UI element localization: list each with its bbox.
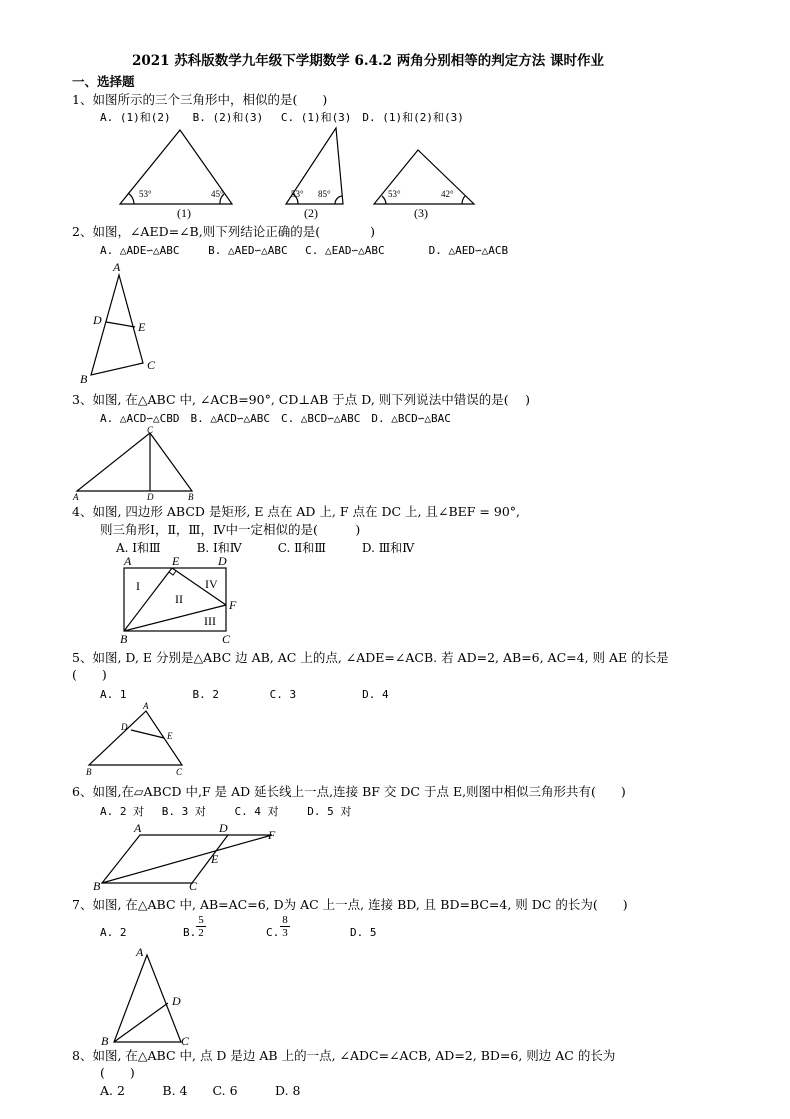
q3-label-c: C: [147, 425, 154, 435]
q6-label-c: C: [189, 879, 198, 893]
question-5-text-line2: ( ): [72, 667, 107, 682]
q6-label-f: F: [268, 828, 276, 842]
question-7-text: 7、如图, 在△ABC 中, AB=AC=6, D为 AC 上一点, 连接 BD, 且 BD=BC=4, 则 DC 的长为( ): [72, 897, 628, 912]
question-1-options: A. (1)和(2) B. (2)和(3) C. (1)和(3) D. (1)和(2)和(3): [100, 111, 464, 124]
q7-label-a: A: [136, 945, 144, 959]
q3-label-b: B: [188, 492, 194, 502]
q6-parallelogram: [102, 835, 228, 883]
q4-label-e: E: [172, 554, 180, 568]
q1-fig3-angle-left: 53°: [388, 189, 401, 199]
q4-label-f: F: [229, 598, 237, 612]
q7-label-d: D: [172, 994, 181, 1008]
q1-fig1-angle-left: 53°: [139, 189, 152, 199]
question-8-text-line2: ( ): [100, 1065, 135, 1080]
q6-label-b: B: [93, 879, 101, 893]
q7-triangle: [114, 955, 181, 1042]
q3-label-d: D: [147, 492, 154, 502]
q7-fraction-c-denominator: 3: [282, 927, 288, 939]
q4-label-b: B: [120, 632, 128, 646]
question-2-text: 2、如图，∠AED=∠B,则下列结论正确的是( ): [72, 224, 375, 239]
q1-fig2-angle-left: 53°: [291, 189, 304, 199]
question-6-options: A. 2 对 B. 3 对 C. 4 对 D. 5 对: [100, 805, 352, 818]
q1-fig3-angle-right: 42°: [441, 189, 454, 199]
q4-region-4: IV: [205, 577, 218, 591]
q6-label-d: D: [219, 821, 228, 835]
q7-label-c: C: [181, 1034, 190, 1048]
q7-fraction-c-numerator: 8: [280, 914, 290, 927]
question-7-option-a: A. 2: [100, 926, 127, 939]
q2-label-c: C: [147, 358, 156, 372]
q4-label-c: C: [222, 632, 231, 646]
q2-label-b: B: [80, 372, 88, 386]
q5-label-a: A: [143, 701, 149, 711]
q7-label-b: B: [101, 1034, 109, 1048]
q1-fig1-angle-right: 45°: [211, 189, 224, 199]
q4-region-1: I: [136, 579, 140, 593]
question-5-text-line1: 5、如图, D, E 分别是△ABC 边 AB, AC 上的点, ∠ADE=∠ACB. 若 AD=2, AB=6, AC=4, 则 AE 的长是: [72, 650, 669, 665]
question-2-options: A. △ADE∽△ABC B. △AED∽△ABC C. △EAD∽△ABC D. △AED∽△ACB: [100, 244, 509, 257]
question-7-option-d: D. 5: [350, 926, 377, 939]
question-7-option-b: B.: [183, 926, 197, 939]
q1-fig1-caption: (1): [177, 206, 191, 220]
q7-fraction-b-numerator: 5: [196, 914, 206, 927]
q3-triangle: [77, 433, 192, 491]
page-title: 2021 苏科版数学九年级下学期数学 6.4.2 两角分别相等的判定方法 课时作业: [132, 53, 604, 69]
q2-label-d: D: [93, 313, 102, 327]
question-4-text-line2: 则三角形Ⅰ，Ⅱ，Ⅲ，Ⅳ中一定相似的是( ): [100, 522, 361, 537]
q6-label-a: A: [134, 821, 142, 835]
question-6-text: 6、如图,在▱ABCD 中,F 是 AD 延长线上一点,连接 BF 交 DC 于点 E,则图中相似三角形共有( ): [72, 784, 626, 799]
q5-label-d: D: [121, 722, 128, 732]
q5-label-e: E: [167, 731, 173, 741]
q2-label-a: A: [113, 260, 121, 274]
question-3-options: A. △ACD∽△CBD B. △ACD∽△ABC C. △BCD∽△ABC D. △BCD∽△BAC: [100, 412, 451, 425]
question-8-options: A. 2 B. 4 C. 6 D. 8: [100, 1083, 301, 1098]
q4-region-2: II: [175, 592, 183, 606]
q4-label-a: A: [124, 554, 132, 568]
question-3-text: 3、如图, 在△ABC 中, ∠ACB=90°, CD⊥AB 于点 D, 则下列说法中错误的是( ): [72, 392, 531, 407]
q4-region-3: III: [204, 614, 216, 628]
q1-fig2-caption: (2): [304, 206, 318, 220]
question-7-option-c: C.: [266, 926, 280, 939]
section-heading: 一、选择题: [72, 74, 135, 89]
question-1-text: 1、如图所示的三个三角形中，相似的是( ): [72, 92, 328, 107]
question-4-text-line1: 4、如图, 四边形 ABCD 是矩形, E 点在 AD 上, F 点在 DC 上, 且∠BEF = 90°,: [72, 504, 520, 519]
question-5-options: A. 1 B. 2 C. 3 D. 4: [100, 688, 389, 701]
q7-fraction-b: [196, 914, 206, 939]
q1-fig3-caption: (3): [414, 206, 428, 220]
q2-label-e: E: [138, 320, 146, 334]
question-4-options: A. Ⅰ和Ⅲ B. Ⅰ和Ⅳ C. Ⅱ和Ⅲ D. Ⅲ和Ⅳ: [116, 541, 415, 555]
q1-fig2-angle-right: 85°: [318, 189, 331, 199]
q5-label-b: B: [86, 767, 92, 777]
q3-label-a: A: [73, 492, 79, 502]
q4-label-d: D: [218, 554, 227, 568]
q6-label-e: E: [211, 852, 219, 866]
q2-segment-de: [106, 322, 135, 327]
q7-fraction-c: [280, 914, 290, 939]
q5-label-c: C: [176, 767, 183, 777]
q7-fraction-b-denominator: 2: [198, 927, 204, 939]
question-8-text-line1: 8、如图, 在△ABC 中, 点 D 是边 AB 上的一点, ∠ADC=∠ACB, AD=2, BD=6, 则边 AC 的长为: [72, 1048, 616, 1063]
